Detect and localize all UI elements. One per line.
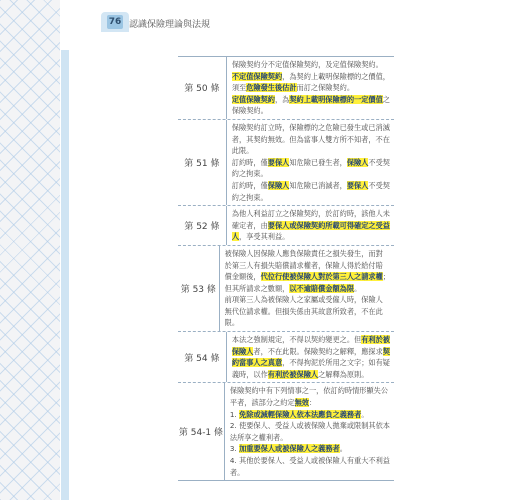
highlighted-text: 有利於被 bbox=[361, 335, 390, 345]
text-segment: 訂約時，僅 bbox=[231, 180, 268, 190]
text-segment: 本法之強制規定，不得以契約變更之。但 bbox=[231, 335, 362, 345]
text-segment: 而訂之保險契約。 bbox=[296, 83, 355, 93]
text-segment: 約之拘束。 bbox=[231, 169, 268, 179]
article-text bbox=[227, 332, 394, 382]
text-segment: 為他人利益訂立之保險契約，於訂約時，該他人未 bbox=[231, 209, 390, 219]
table-row bbox=[178, 120, 394, 206]
text-segment: 保險契約分不定值保險契約，及定值保險契約。 bbox=[231, 60, 383, 69]
text-line bbox=[232, 369, 390, 381]
page-header bbox=[95, 6, 495, 36]
text-line bbox=[225, 271, 390, 283]
text-line bbox=[230, 443, 390, 455]
highlighted-text: 保險人 bbox=[267, 180, 290, 190]
text-line bbox=[230, 432, 390, 444]
text-segment: 約之拘束。 bbox=[231, 192, 268, 202]
text-segment: 之解釋為原則。 bbox=[318, 369, 369, 379]
text-line bbox=[232, 192, 390, 204]
article-number: 第 51 條 bbox=[178, 120, 227, 205]
text-line bbox=[232, 82, 390, 94]
text-segment: 知危險已發生者， bbox=[289, 157, 347, 167]
text-segment: 保險契約。 bbox=[231, 106, 268, 116]
text-line bbox=[225, 317, 390, 329]
highlighted-text: 危險發生後估計 bbox=[246, 83, 297, 93]
diamond-pattern bbox=[0, 0, 60, 500]
text-line bbox=[232, 180, 390, 192]
text-line bbox=[225, 294, 390, 306]
text-line bbox=[232, 71, 390, 83]
text-segment: 不受契 bbox=[368, 157, 390, 167]
highlighted-text: 要保人 bbox=[346, 180, 369, 190]
table-row bbox=[178, 246, 394, 332]
table-row bbox=[178, 383, 394, 481]
article-text bbox=[220, 246, 394, 331]
text-line bbox=[232, 220, 390, 232]
highlighted-text: 保險人 bbox=[231, 346, 254, 356]
text-line bbox=[232, 145, 390, 157]
text-segment: 此限。 bbox=[231, 146, 254, 156]
text-segment: ，享受其利益。 bbox=[239, 232, 290, 242]
highlighted-text: 免除或減輕保險人依本法應負之義務者 bbox=[239, 409, 362, 419]
highlighted-text: 定值保險契約 bbox=[231, 94, 275, 104]
text-line bbox=[230, 467, 390, 479]
article-text bbox=[225, 383, 394, 480]
highlighted-text: 不定值保險契約 bbox=[231, 71, 283, 81]
text-line bbox=[232, 208, 390, 220]
page-number-badge: 76 bbox=[108, 17, 122, 27]
text-segment: ，不得拘泥於所用之文字；如有疑 bbox=[282, 358, 390, 368]
table-row bbox=[178, 206, 394, 246]
text-segment: ； bbox=[382, 272, 390, 282]
text-segment: 償金額後， bbox=[224, 272, 261, 282]
article-text bbox=[227, 206, 394, 245]
text-line bbox=[232, 346, 390, 358]
text-segment: 平者，該部分之約定 bbox=[229, 398, 295, 408]
text-segment: 者。 bbox=[229, 467, 245, 477]
text-line bbox=[232, 168, 390, 180]
article-number: 第 53 條 bbox=[178, 246, 220, 331]
text-segment: 1. bbox=[229, 409, 240, 419]
text-segment: 。 bbox=[354, 283, 362, 293]
text-line bbox=[230, 385, 390, 397]
highlighted-text: 加重要保人或被保險人之義務者 bbox=[239, 444, 340, 454]
highlighted-text: 人 bbox=[231, 232, 240, 242]
text-line bbox=[232, 122, 390, 134]
text-segment: 。 bbox=[339, 444, 347, 454]
text-segment: 者，不在此限。保險契約之解釋，應探求 bbox=[253, 346, 383, 356]
text-segment: 限。 bbox=[224, 318, 240, 328]
text-segment: 不受契 bbox=[368, 180, 390, 190]
text-segment: 被保險人因保險人應負保險責任之損失發生，而對 bbox=[224, 248, 383, 258]
text-segment: 4. 其他於要保人、受益人或被保險人有重大不利益 bbox=[229, 456, 390, 465]
highlighted-text: 契 bbox=[382, 346, 390, 356]
text-segment: 前項第三人為被保險人之家屬或受僱人時，保險人 bbox=[224, 295, 383, 305]
text-segment: 保險契約中有下列情事之一，依訂約時情形顯失公 bbox=[229, 386, 389, 396]
article-number: 第 54 條 bbox=[178, 332, 227, 382]
highlighted-text: 要保人或保險契約所載可得確定之受益 bbox=[267, 220, 390, 230]
text-segment: 者，其契約無效。但為當事人雙方所不知者，不在 bbox=[231, 134, 390, 144]
highlighted-text: 代位行使被保險人對於第三人之請求權 bbox=[260, 272, 383, 282]
text-line bbox=[232, 157, 390, 169]
text-line bbox=[232, 134, 390, 146]
text-segment: ，為契約上載明保險標的之價值， bbox=[282, 71, 390, 81]
highlighted-text: 契約上載明保險標的一定價值 bbox=[289, 94, 383, 104]
article-number: 第 54-1 條 bbox=[178, 383, 225, 480]
law-articles-table bbox=[178, 56, 394, 481]
text-segment: 法所享之權利者。 bbox=[229, 432, 288, 442]
highlighted-text: 有利於被保險人 bbox=[267, 369, 319, 379]
article-text bbox=[227, 120, 394, 205]
article-number: 第 52 條 bbox=[178, 206, 227, 245]
text-line bbox=[225, 260, 390, 272]
text-segment: 訂約時，僅 bbox=[231, 157, 268, 167]
highlighted-text: 以不逾賠償金額為限 bbox=[289, 283, 355, 293]
text-segment: 但其所請求之數額， bbox=[224, 283, 290, 293]
text-line bbox=[225, 306, 390, 318]
text-line bbox=[230, 455, 390, 467]
highlighted-text: 要保人 bbox=[267, 157, 290, 167]
text-segment: 無代位請求權。但損失係由其故意所致者，不在此 bbox=[224, 306, 383, 316]
text-line bbox=[225, 283, 390, 295]
text-line bbox=[232, 105, 390, 117]
text-segment: 確定者，由 bbox=[231, 220, 268, 230]
text-segment: 須至 bbox=[231, 83, 247, 93]
highlighted-text: 保險人 bbox=[346, 157, 369, 167]
article-text bbox=[227, 57, 394, 119]
text-line bbox=[232, 357, 390, 369]
text-line bbox=[225, 248, 390, 260]
text-segment: 保險契約訂立時，保險標的之危險已發生或已消滅 bbox=[231, 122, 390, 132]
text-line bbox=[230, 409, 390, 421]
table-row bbox=[178, 332, 394, 383]
text-segment: ： bbox=[309, 398, 317, 408]
text-segment: ，為 bbox=[274, 94, 290, 104]
text-segment: 之 bbox=[382, 94, 390, 104]
article-number: 第 50 條 bbox=[178, 57, 227, 119]
page-header-title: 認識保險理論與法規 bbox=[129, 20, 211, 30]
text-line bbox=[230, 397, 390, 409]
text-segment: 。 bbox=[361, 409, 369, 419]
text-segment: 3. bbox=[229, 444, 240, 454]
text-line bbox=[232, 231, 390, 243]
text-segment: 知危險已消滅者， bbox=[289, 180, 347, 190]
margin-stripe bbox=[61, 50, 69, 500]
table-row bbox=[178, 57, 394, 120]
text-segment: 於第三人有損失賠償請求權者，保險人得於給付賠 bbox=[224, 260, 383, 270]
text-line bbox=[232, 59, 390, 71]
text-line bbox=[232, 94, 390, 106]
text-line bbox=[230, 420, 390, 432]
text-line bbox=[232, 334, 390, 346]
text-segment: 2. 使要保人、受益人或被保險人拋棄或限制其依本 bbox=[229, 421, 390, 431]
highlighted-text: 約當事人之真意 bbox=[231, 358, 283, 368]
text-segment: 義時，以作 bbox=[231, 369, 268, 379]
highlighted-text: 無效 bbox=[294, 398, 309, 408]
